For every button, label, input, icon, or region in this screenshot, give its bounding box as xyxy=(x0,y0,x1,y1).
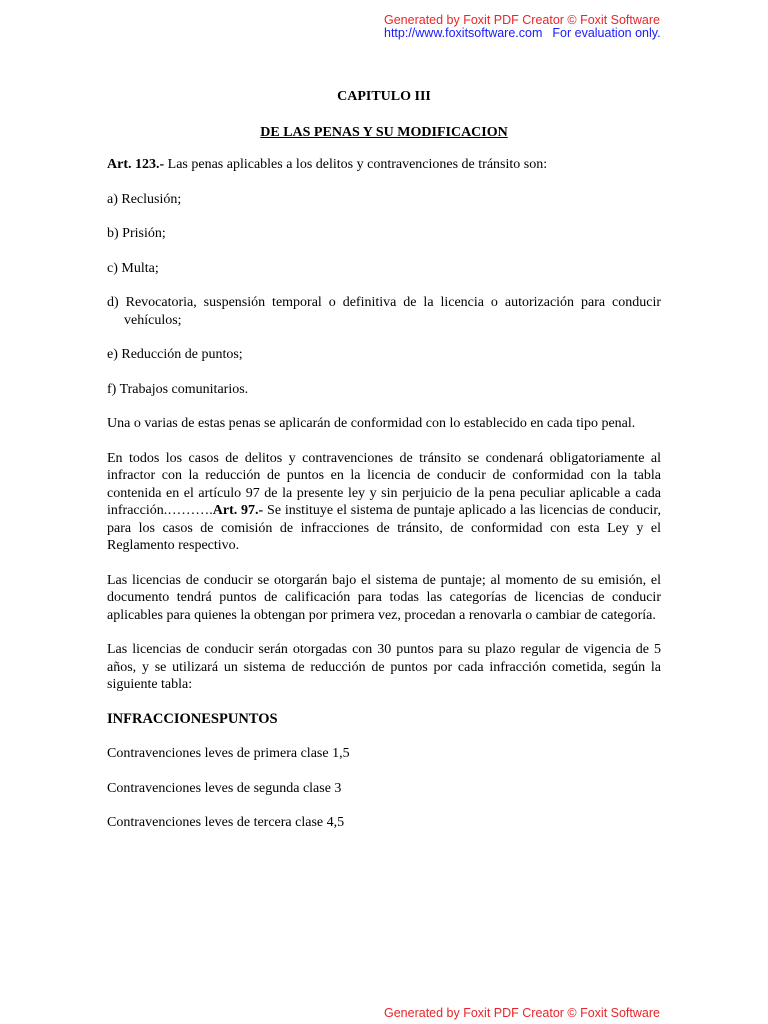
watermark-generator-text-bottom: Generated by Foxit PDF Creator © Foxit Software xyxy=(384,1006,660,1020)
list-item-b: b) Prisión; xyxy=(107,226,166,241)
table-row: Contravenciones leves de segunda clase 3 xyxy=(107,780,342,796)
watermark-url-line xyxy=(384,27,661,40)
watermark-url-link[interactable]: http://www.foxitsoftware.com xyxy=(384,26,543,40)
list-item-f: f) Trabajos comunitarios. xyxy=(107,381,249,397)
list-item-d: d) Revocatoria, suspensión temporal o definitiva de la licencia o autorización para conducir vehículos; xyxy=(107,295,661,328)
table-row: Contravenciones leves de primera clase 1,5 xyxy=(107,746,350,761)
watermark-generator-text: Generated by Foxit PDF Creator © Foxit Software xyxy=(384,13,660,27)
paragraph-license-points-system: Las licencias de conducir se otorgarán bajo el sistema de puntaje; al momento de su emisión, el documento tendrá puntos de calificación para todas las categorías de licencias de conducir aplicables para quienes la obtengan por primera vez, procedan a renovarla o cambiar de categoría. xyxy=(107,572,661,623)
watermark-top xyxy=(384,14,661,40)
table-row: Contravenciones leves de tercera clase 4,5 xyxy=(107,815,345,830)
list-item-c: c) Multa; xyxy=(107,260,159,276)
list-item-e: e) Reducción de puntos; xyxy=(107,347,243,362)
paragraph-point-reduction xyxy=(107,450,661,555)
watermark-bottom xyxy=(384,1007,660,1020)
list-item-a: a) Reclusión; xyxy=(107,191,182,207)
infractions-table-heading: INFRACCIONESPUNTOS xyxy=(107,710,278,727)
art-97-label: Art. 97.- xyxy=(212,503,264,518)
watermark-eval-text: For evaluation only. xyxy=(552,26,661,40)
paragraph-point-reduction-part1: En todos los casos de delitos y contravenciones de tránsito se condenará obligatoriamente al infractor con la reducción de puntos en la licencia de conducir de conformidad con la tabla contenida en el artículo 97 de la presente ley y sin perjuicio de la pena peculiar aplicable a cada infracción. xyxy=(107,450,661,518)
chapter-title: DE LAS PENAS Y SU MODIFICACION xyxy=(260,125,508,140)
art-123-text: Las penas aplicables a los delitos y contravenciones de tránsito son: xyxy=(164,157,548,172)
art-123-label: Art. 123.- xyxy=(107,157,165,172)
chapter-heading: CAPITULO III xyxy=(337,89,431,104)
paragraph-point-reduction-dots: ………. xyxy=(167,503,213,518)
art-123-paragraph xyxy=(107,156,661,174)
paragraph-point-reduction-part2: Se instituye el sistema de puntaje aplicado a las licencias de conducir, para los casos de comisión de infracciones de tránsito, de conformidad con esta Ley y el Reglamento respectivo. xyxy=(107,503,661,553)
paragraph-penalties-application: Una o varias de estas penas se aplicarán de conformidad con lo establecido en cada tipo penal. xyxy=(107,416,636,431)
document-body xyxy=(107,86,661,832)
paragraph-license-30-points: Las licencias de conducir serán otorgadas con 30 puntos para su plazo regular de vigencia de 5 años, y se utilizará un sistema de reducción de puntos por cada infracción cometida, según la siguiente tabla: xyxy=(107,642,661,692)
